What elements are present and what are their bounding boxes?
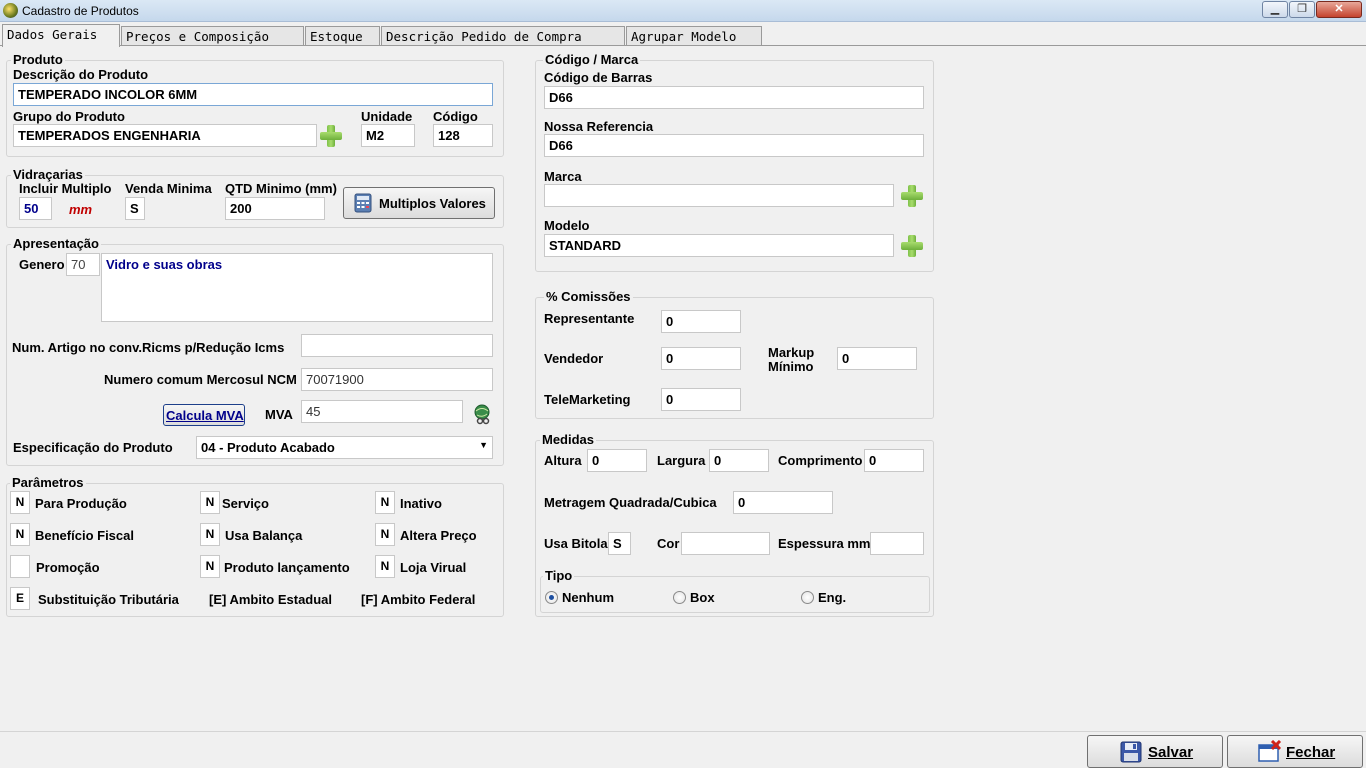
para-producao-label: Para Produção [35,496,127,511]
genero-desc-box: Vidro e suas obras [101,253,493,322]
add-grupo-plus-icon[interactable] [319,124,343,148]
beneficio-fiscal-label: Benefício Fiscal [35,528,134,543]
produto-lancamento-label: Produto lançamento [224,560,350,575]
produto-lancamento-flag[interactable]: N [200,555,220,578]
tab-estoque[interactable]: Estoque [305,26,380,46]
telemarketing-input[interactable]: 0 [661,388,741,411]
representante-label: Representante [544,311,635,326]
close-button[interactable]: ✕ [1316,1,1362,18]
substituicao-flag[interactable]: E [10,587,30,610]
vendedor-label: Vendedor [544,351,604,366]
parametros-title: Parâmetros [12,475,84,490]
fechar-label: Fechar [1286,744,1336,761]
dropdown-arrow-icon: ▼ [479,440,488,450]
promocao-flag[interactable] [10,555,30,578]
inativo-label: Inativo [400,496,442,511]
representante-input[interactable]: 0 [661,310,741,333]
fechar-button[interactable] [1227,735,1363,768]
multiplos-valores-label: Multiplos Valores [379,196,486,211]
altera-preco-flag[interactable]: N [375,523,395,546]
calculator-icon [353,193,373,213]
descricao-label: Descrição do Produto [13,67,149,82]
salvar-button[interactable] [1087,735,1223,768]
metragem-input[interactable]: 0 [733,491,833,514]
markup-label-line1: Markup [768,345,815,360]
especificacao-value: 04 - Produto Acabado [201,440,335,455]
loja-virual-label: Loja Virual [400,560,467,575]
maximize-button[interactable]: ❐ [1289,1,1315,18]
codigo-label: Código [433,109,478,124]
ambito-federal-label: [F] Ambito Federal [361,592,476,607]
para-producao-flag[interactable]: N [10,491,30,514]
grupo-input[interactable]: TEMPERADOS ENGENHARIA [13,124,317,147]
modelo-label: Modelo [544,218,590,233]
mm-unit-label: mm [69,202,93,217]
produto-title: Produto [13,52,63,67]
qtd-input[interactable]: 200 [225,197,325,220]
especificacao-select[interactable] [196,436,493,459]
tab-agrupar-modelo[interactable]: Agrupar Modelo [626,26,762,46]
vidracarias-title: Vidraçarias [13,167,83,182]
title-bar [0,0,1366,22]
venda-label: Venda Minima [125,181,212,196]
cor-label: Cor [657,536,680,551]
genero-code-input[interactable]: 70 [66,253,100,276]
bitola-input[interactable]: S [608,532,631,555]
calcula-mva-button[interactable]: Calcula MVA [163,404,245,426]
unidade-input[interactable]: M2 [361,124,415,147]
genero-label: Genero [19,257,65,272]
add-marca-plus-icon[interactable] [900,184,924,208]
floppy-disk-icon [1120,741,1142,763]
salvar-label: Salvar [1148,744,1194,761]
referencia-label: Nossa Referencia [544,119,654,134]
barras-label: Código de Barras [544,70,653,85]
cor-input[interactable] [681,532,770,555]
medidas-title: Medidas [542,432,595,447]
altura-label: Altura [544,453,582,468]
marca-label: Marca [544,169,582,184]
promocao-label: Promoção [36,560,100,575]
loja-virual-flag[interactable]: N [375,555,395,578]
metragem-label: Metragem Quadrada/Cubica [544,495,717,510]
tipo-title: Tipo [545,568,573,583]
beneficio-fiscal-flag[interactable]: N [10,523,30,546]
grupo-label: Grupo do Produto [13,109,125,124]
comprimento-input[interactable]: 0 [864,449,924,472]
tipo-box-radio[interactable] [673,591,686,604]
artigo-input[interactable] [301,334,493,357]
barras-input[interactable]: D66 [544,86,924,109]
qtd-label: QTD Minimo (mm) [225,181,337,196]
markup-input[interactable]: 0 [837,347,917,370]
tab-descricao-pedido[interactable]: Descrição Pedido de Compra [381,26,625,46]
mva-input[interactable]: 45 [301,400,463,423]
comprimento-label: Comprimento [778,453,863,468]
incluir-label: Incluir Multiplo [19,181,112,196]
vendedor-input[interactable]: 0 [661,347,741,370]
altera-preco-label: Altera Preço [400,528,477,543]
largura-label: Largura [657,453,706,468]
incluir-input[interactable]: 50 [19,197,52,220]
add-modelo-plus-icon[interactable] [900,234,924,258]
usa-balanca-flag[interactable]: N [200,523,220,546]
tab-precos-composicao[interactable]: Preços e Composição [121,26,304,46]
venda-input[interactable]: S [125,197,145,220]
unidade-label: Unidade [361,109,413,124]
bitola-label: Usa Bitola [544,536,608,551]
ncm-label: Numero comum Mercosul NCM [104,372,297,387]
modelo-input[interactable]: STANDARD [544,234,894,257]
tab-strip [0,24,1366,46]
descricao-input[interactable]: TEMPERADO INCOLOR 6MM [13,83,493,106]
espessura-input[interactable] [870,532,924,555]
tipo-nenhum-radio[interactable] [545,591,558,604]
especificacao-label: Especificação do Produto [13,440,173,455]
apresentacao-title: Apresentação [13,236,99,251]
codigo-marca-title: Código / Marca [545,52,639,67]
window-title: Cadastro de Produtos [22,4,139,18]
comissoes-title: % Comissões [546,289,631,304]
markup-label-line2: Mínimo [768,359,814,374]
tab-dados-gerais[interactable]: Dados Gerais [2,24,120,47]
tipo-eng-label: Eng. [818,590,847,605]
tipo-eng-radio[interactable] [801,591,814,604]
referencia-input[interactable]: D66 [544,134,924,157]
app-globe-icon [3,3,18,18]
ambito-estadual-label: [E] Ambito Estadual [209,592,333,607]
altura-input[interactable]: 0 [587,449,647,472]
minimize-button[interactable]: ▁ [1262,1,1288,18]
marca-input[interactable] [544,184,894,207]
largura-input[interactable]: 0 [709,449,769,472]
telemarketing-label: TeleMarketing [544,392,631,407]
globe-link-icon[interactable] [472,403,494,425]
substituicao-label: Substituição Tributária [38,592,179,607]
inativo-flag[interactable]: N [375,491,395,514]
close-window-icon [1258,740,1282,764]
multiplos-valores-button[interactable] [343,187,495,219]
tipo-box-label: Box [690,590,715,605]
tipo-nenhum-label: Nenhum [562,590,614,605]
codigo-input[interactable]: 128 [433,124,493,147]
servico-flag[interactable]: N [200,491,220,514]
servico-label: Serviço [222,496,269,511]
tab-divider [0,45,1366,46]
mva-label: MVA [265,407,293,422]
artigo-label: Num. Artigo no conv.Ricms p/Redução Icms [12,340,285,355]
espessura-label: Espessura mm [778,536,871,551]
usa-balanca-label: Usa Balança [225,528,303,543]
ncm-input[interactable]: 70071900 [301,368,493,391]
